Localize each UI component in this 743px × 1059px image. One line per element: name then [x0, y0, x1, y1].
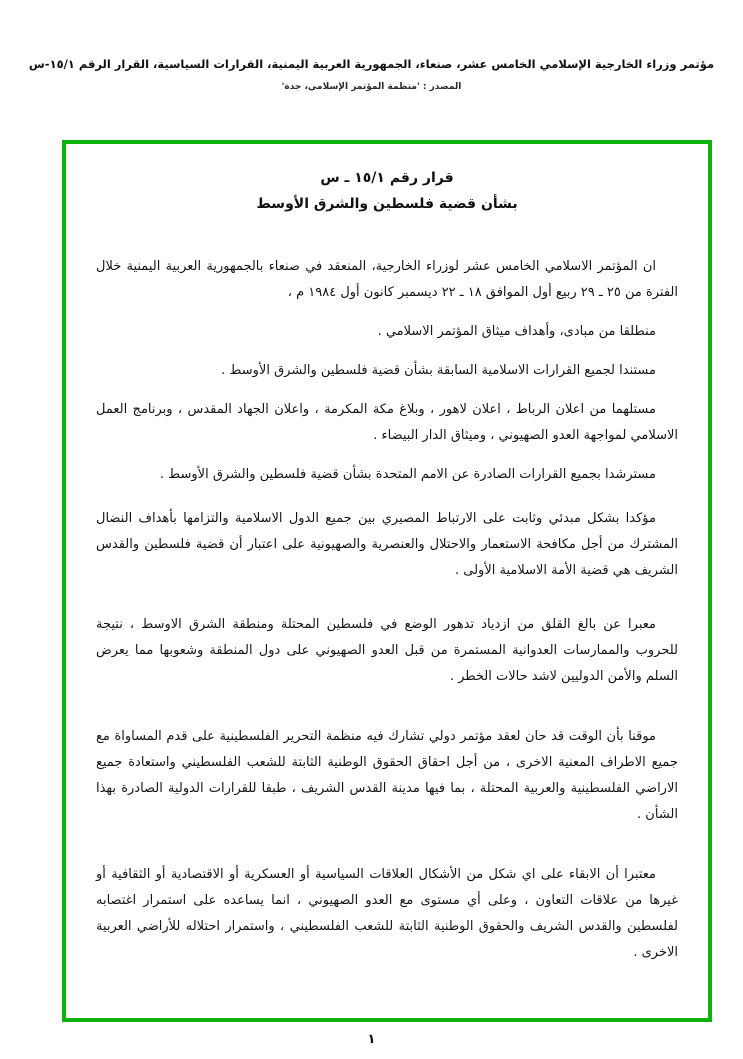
page-number: ١ [367, 1032, 376, 1047]
paragraph: موقنا بأن الوقت قد حان لعقد مؤتمر دولي تشارك فيه منظمة التحرير الفلسطينية على قدم المساواة مع جميع الاطراف المعنية الاخرى ، من أجل احقاق الحقوق الوطنية الثابتة للشعب الفلسطيني واستعادة جميع الاراضي الفلسطينية والعربية المحتلة ، بما فيها مدينة القدس الشريف ، طبقا للقرارات الدولية الصادرة بهذا الشأن . [96, 729, 678, 822]
paragraph: مستندا لجميع القرارات الاسلامية السابقة بشأن قضية فلسطين والشرق الأوسط . [221, 363, 656, 378]
resolution-body [96, 254, 678, 966]
document-header: مؤتمر وزراء الخارجية الإسلامي الخامس عشر، صنعاء، الجمهورية العربية اليمنية، القرارات السياسية، القرار الرقم ١٥/١-س [28, 57, 715, 71]
paragraph: معبرا عن بالغ القلق من ازدياد تدهور الوضع في فلسطين المحتلة ومنطقة الشرق الاوسط ، نتيجة للحروب والممارسات العدوانية المستمرة من قبل العدو الصهيوني على دول المنطقة وشعوبها مما يعرض السلم والأمن الدوليين لاشد حالات الخطر . [96, 617, 678, 684]
paragraph: منطلقا من مبادى، وأهداف ميثاق المؤتمر الاسلامي . [377, 324, 656, 339]
paragraph: مسترشدا بجميع القرارات الصادرة عن الامم المتحدة بشأن قضية فلسطين والشرق الأوسط . [159, 467, 656, 482]
resolution-subtitle: بشأن قضية فلسطين والشرق الأوسط [256, 196, 518, 212]
document-source: المصدر : 'منظمة المؤتمر الإسلامي، جدة' [281, 82, 462, 92]
document-frame [62, 140, 712, 1022]
paragraph: معتبرا أن الابقاء على اي شكل من الأشكال العلاقات السياسية أو العسكرية أو الاقتصادية أو الثقافية أو غيرها من علاقات التعاون ، وعلى أي مستوى مع العدو الصهيوني ، انما يساعده على استمرار اغتصابه لفلسطين والقدس الشريف والحقوق الوطنية الثابتة للشعب الفلسطيني ، واستمرار احتلاله للأراضي العربية الاخرى . [96, 867, 678, 960]
resolution-title: قرار رقم ١٥/١ ـ س [320, 170, 454, 186]
paragraph: مؤكدا بشكل مبدئي وثابت على الارتباط المصيري بين جميع الدول الاسلامية والتزامها بأهداف النضال المشترك من أجل مكافحة الاستعمار والاحتلال والعنصرية والصهيونية على اعتبار أن قضية فلسطين والقدس الشريف هي قضية الأمة الاسلامية الأولى . [96, 511, 678, 578]
paragraph: مستلهما من اعلان الرباط ، اعلان لاهور ، وبلاغ مكة المكرمة ، واعلان الجهاد المقدس ، وبرنامج العمل الاسلامي لمواجهة العدو الصهيوني ، وميثاق الدار البيضاء . [96, 402, 678, 443]
paragraph: ان المؤتمر الاسلامي الخامس عشر لوزراء الخارجية، المنعقد في صنعاء بالجمهورية العربية اليمنية خلال الفترة من ٢٥ ـ ٢٩ ربيع أول الموافق ١٨ ـ ٢٢ ديسمبر كانون أول ١٩٨٤ م ، [96, 259, 678, 300]
